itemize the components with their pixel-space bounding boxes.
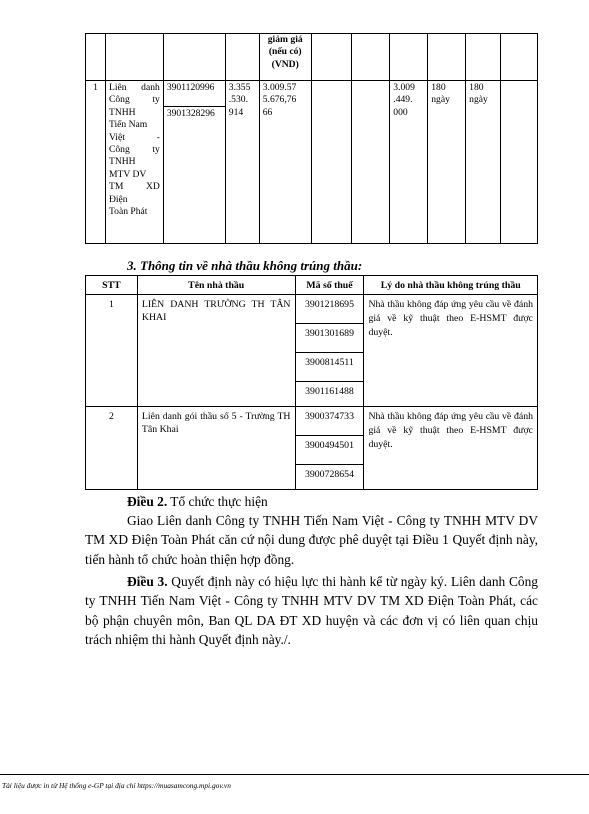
name-line: MTV DV — [108, 168, 147, 180]
tax-code: 3900728654 — [296, 464, 364, 489]
tax-code: 3901161488 — [296, 381, 364, 406]
name-line: Tiến Nam — [108, 119, 148, 131]
contractor-name: LIÊN DANH TRƯỜNG TH TÂN KHAI — [141, 299, 291, 323]
value-line: .449. — [393, 94, 413, 106]
tax-codes-cell — [295, 295, 364, 407]
value-line: 000 — [393, 106, 408, 118]
header-line: (VND) — [271, 58, 299, 70]
name-line: Công ty — [108, 144, 160, 156]
stt-header: STT — [86, 276, 138, 295]
value-line: 66 — [262, 106, 273, 118]
article-3 — [85, 572, 538, 649]
reason-header: Lý do nhà thầu không trúng thầu — [364, 276, 538, 295]
losing-table-row — [86, 295, 538, 407]
tax-code: 3900494501 — [296, 435, 364, 464]
header-line: giảm giá — [267, 34, 303, 45]
name-line: Điện — [108, 193, 128, 205]
name-header: Tên nhà thầu — [137, 276, 295, 295]
tax-code: 3901328296 — [164, 106, 225, 122]
value-line: 180 — [431, 82, 446, 93]
price-after-discount-header — [259, 34, 311, 81]
tax-code: 3901301689 — [296, 323, 364, 352]
value-line: 180 — [469, 82, 484, 93]
award-table-row — [86, 81, 538, 244]
name-line: Công ty — [108, 94, 160, 106]
tax-code-cell — [163, 81, 225, 244]
value-line: 5.676,76 — [262, 94, 297, 106]
article-2-body: Giao Liên danh Công ty TNHH Tiến Nam Việt - Công ty TNHH MTV DV TM XD Điện Toàn Phát căn cứ nội dung được phê duyệt tại Điều 1 Quyết định này, tiến hành tổ chức hoàn thiện hợp đồng. — [85, 513, 538, 567]
footer-note: Tài liệu được in từ Hệ thống e-GP tại địa chỉ https://muasamcong.mpi.gov.vn — [2, 781, 231, 790]
reason-cell: Nhà thầu không đáp ứng yêu cầu về đánh giá về kỹ thuật theo E-HSMT được duyệt. — [364, 295, 538, 407]
header-line: (nếu có) — [268, 46, 302, 58]
value-line: .530. — [228, 94, 248, 106]
article-2-label: Điều 2. — [127, 494, 168, 509]
tax-code: 3901218695 — [304, 299, 354, 310]
contractor-name-cell — [137, 295, 295, 407]
contractor-name-cell — [105, 81, 163, 244]
name-line: TNHH — [108, 156, 136, 168]
name-line: Toàn Phát — [108, 206, 148, 218]
contract-duration-cell — [466, 81, 501, 244]
losing-table-header-row — [86, 276, 538, 295]
award-table-header-row — [86, 34, 538, 81]
value-line: 3.355 — [228, 82, 251, 93]
losing-contractors-table — [85, 275, 538, 490]
name-line: Việt - — [108, 131, 160, 143]
tax-header: Mã số thuế — [295, 276, 364, 295]
discounted-price-cell — [259, 81, 311, 244]
value-line: 3.009.57 — [262, 82, 297, 93]
article-2-title-text: Tổ chức thực hiện — [167, 494, 268, 509]
award-table — [85, 33, 538, 244]
footer-divider — [0, 774, 589, 775]
name-line: TNHH — [108, 106, 136, 118]
bid-price-cell — [225, 81, 259, 244]
losing-table-row — [86, 407, 538, 490]
value-line: ngày — [431, 94, 450, 106]
stt-cell: 1 — [86, 81, 106, 244]
tax-code: 3900814511 — [296, 352, 364, 381]
contractor-name-cell — [137, 407, 295, 490]
duration-cell — [428, 81, 466, 244]
value-line: 914 — [228, 106, 244, 118]
stt-cell: 2 — [86, 407, 138, 490]
section-3-heading: 3. Thông tin về nhà thầu không trúng thầu: — [127, 258, 363, 273]
contract-price-cell — [390, 81, 428, 244]
contractor-name: Liên danh gói thầu số 5 - Trường TH Tân Khai — [141, 411, 291, 435]
name-line: Liên danh — [108, 82, 160, 93]
tax-code: 3900374733 — [304, 411, 354, 422]
stt-cell: 1 — [86, 295, 138, 407]
value-line: ngày — [469, 94, 488, 106]
article-3-body: Quyết định này có hiệu lực thi hành kể từ ngày ký. Liên danh Công ty TNHH Tiến Nam Việt - Công ty TNHH MTV DV TM XD Điện Toàn Phát, các bộ phận chuyên môn, Ban QL DA ĐT XD huyện và các đơn vị có liên quan chịu trách nhiệm thi hành Quyết định này./. — [85, 574, 538, 647]
value-line: 3.009 — [393, 82, 415, 93]
name-line: TM XD — [108, 181, 160, 193]
article-2-title — [85, 492, 538, 511]
tax-code: 3901120996 — [166, 82, 215, 93]
tax-codes-cell — [295, 407, 364, 490]
reason-cell: Nhà thầu không đáp ứng yêu cầu về đánh giá về kỹ thuật theo E-HSMT được duyệt. — [364, 407, 538, 490]
article-3-label: Điều 3. — [127, 574, 168, 589]
